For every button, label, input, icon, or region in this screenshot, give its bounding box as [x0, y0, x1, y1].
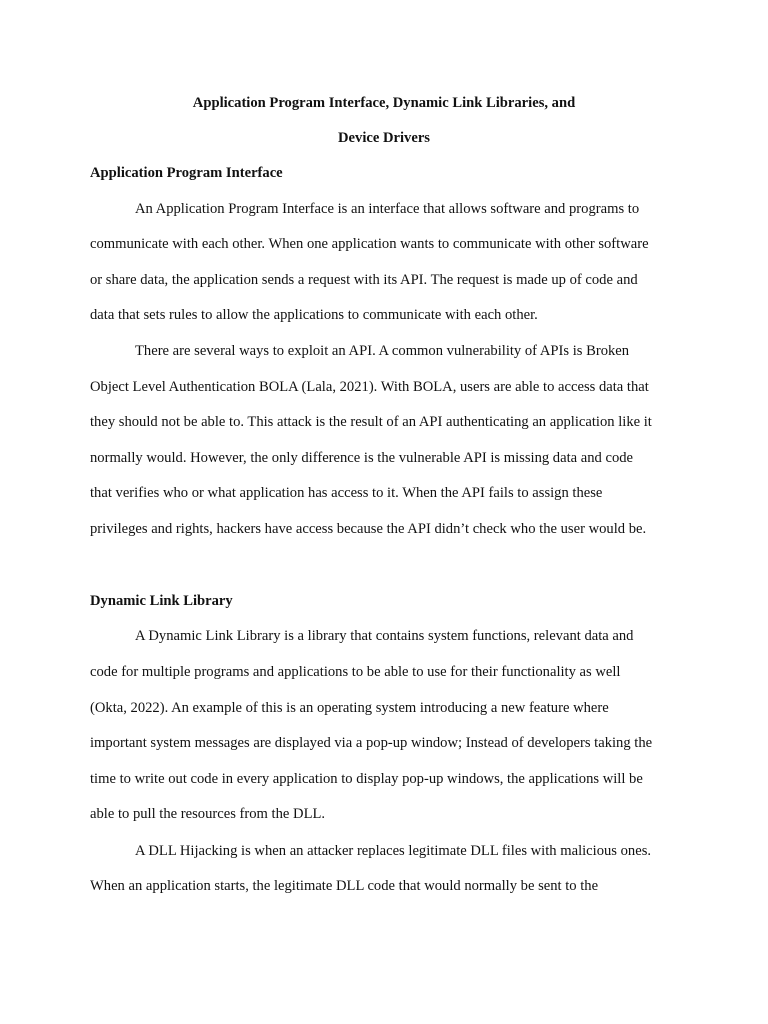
- paragraph-line: able to pull the resources from the DLL.: [90, 806, 326, 822]
- paragraph-line: (Okta, 2022). An example of this is an operating system introducing a new feature where: [90, 700, 609, 716]
- paragraph-line: data that sets rules to allow the applications to communicate with each other.: [90, 307, 538, 323]
- paragraph-line: they should not be able to. This attack is the result of an API authenticating an application like it: [90, 414, 652, 430]
- paragraph-line: A DLL Hijacking is when an attacker replaces legitimate DLL files with malicious ones.: [135, 843, 652, 859]
- document-title-line-2: Device Drivers: [338, 130, 430, 146]
- section-heading-api: Application Program Interface: [90, 165, 283, 181]
- paragraph-line: communicate with each other. When one application wants to communicate with other software: [90, 236, 649, 252]
- paragraph-line: important system messages are displayed via a pop-up window; Instead of developers taking the: [90, 735, 653, 751]
- paragraph-line: normally would. However, the only difference is the vulnerable API is missing data and code: [90, 450, 634, 466]
- paragraph-line: When an application starts, the legitimate DLL code that would normally be sent to the: [90, 878, 599, 894]
- paragraph-line: or share data, the application sends a request with its API. The request is made up of code and: [90, 272, 638, 288]
- paragraph-line: that verifies who or what application has access to it. When the API fails to assign these: [90, 485, 603, 501]
- paragraph-line: An Application Program Interface is an interface that allows software and programs to: [135, 201, 640, 217]
- paragraph-line: privileges and rights, hackers have access because the API didn’t check who the user would be.: [90, 521, 647, 537]
- document-title-line-1: Application Program Interface, Dynamic Link Libraries, and: [192, 95, 576, 111]
- paragraph-line: Object Level Authentication BOLA (Lala, 2021). With BOLA, users are able to access data that: [90, 379, 649, 395]
- paragraph-line: time to write out code in every application to display pop-up windows, the applications will be: [90, 771, 643, 787]
- paragraph-line: There are several ways to exploit an API. A common vulnerability of APIs is Broken: [135, 343, 630, 359]
- paragraph-line: code for multiple programs and applications to be able to use for their functionality as well: [90, 664, 621, 680]
- section-heading-dll: Dynamic Link Library: [90, 593, 233, 609]
- paragraph-line: A Dynamic Link Library is a library that contains system functions, relevant data and: [135, 628, 634, 644]
